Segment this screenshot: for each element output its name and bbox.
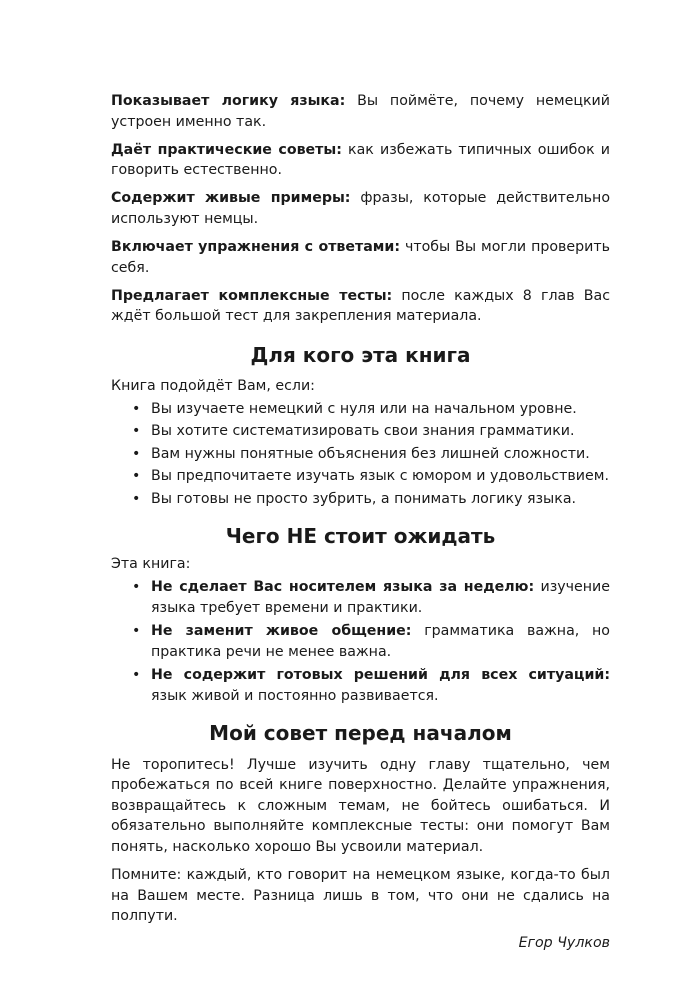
bullet-icon: •	[132, 667, 141, 684]
feature-term: Включает упражнения с ответами:	[111, 239, 401, 256]
expectations-list	[111, 577, 610, 707]
author-signature: Егор Чулков	[518, 934, 610, 951]
feature-description: Вы поймёте, почему немецкий устроен именно так.	[111, 93, 610, 130]
list-item-term: Не заменит живое общение:	[151, 623, 412, 640]
feature-term: Даёт практические советы:	[111, 141, 342, 158]
feature-paragraph	[111, 140, 610, 181]
feature-paragraph	[111, 237, 610, 278]
bullet-icon: •	[132, 579, 141, 596]
bullet-icon: •	[132, 400, 141, 417]
list-item	[111, 421, 610, 442]
list-item-text: изучение языка требует времени и практики.	[151, 579, 610, 616]
list-item	[111, 444, 610, 465]
advice-paragraph: Не торопитесь! Лучше изучить одну главу тщательно, чем пробежаться по всей книге поверхностно. Делайте упражнения, возвращайтесь к сложным темам, не бойтесь ошибаться. И обязательно выполняйте комплексные тесты: они помогут Вам понять, насколько хорошо Вы усвоили материал.	[111, 756, 610, 856]
audience-heading: Для кого эта книга	[250, 342, 471, 367]
audience-list	[111, 399, 610, 510]
list-item	[111, 489, 610, 510]
list-item-term: Не содержит готовых решений для всех ситуаций:	[151, 667, 610, 684]
expectations-intro: Эта книга:	[111, 555, 191, 572]
feature-description: чтобы Вы могли проверить себя.	[111, 239, 610, 276]
feature-term: Показывает логику языка:	[111, 93, 346, 109]
bullet-icon: •	[132, 490, 141, 507]
list-item-text: Вы предпочитаете изучать язык с юмором и удовольствием.	[151, 468, 609, 485]
feature-term: Предлагает комплексные тесты:	[111, 287, 393, 304]
feature-description: фразы, которые действительно используют немцы.	[111, 190, 610, 227]
list-item	[111, 577, 610, 618]
list-item-text: Вы готовы не просто зубрить, а понимать логику языка.	[151, 490, 577, 507]
list-item-text: Вы хотите систематизировать свои знания грамматики.	[151, 423, 575, 440]
feature-paragraph	[111, 91, 610, 132]
expectations-heading: Чего НЕ стоит ожидать	[225, 523, 496, 548]
list-item-text: Вам нужны понятные объяснения без лишней сложности.	[151, 445, 590, 462]
list-item-text: грамматика важна, но практика речи не менее важна.	[151, 623, 610, 660]
feature-term: Содержит живые примеры:	[111, 190, 351, 207]
bullet-icon: •	[132, 623, 141, 640]
feature-description: после каждых 8 глав Вас ждёт большой тест для закрепления материала.	[111, 287, 610, 325]
bullet-icon: •	[132, 445, 141, 462]
advice-heading: Мой совет перед началом	[209, 720, 512, 745]
audience-intro: Книга подойдёт Вам, если:	[111, 377, 315, 394]
advice-paragraph: Помните: каждый, кто говорит на немецком языке, когда-то был на Вашем месте. Разница лишь в том, что они не сдались на полпути.	[111, 867, 610, 925]
feature-paragraph	[111, 188, 610, 229]
feature-paragraph	[111, 286, 610, 327]
bullet-icon: •	[132, 423, 141, 440]
bullet-icon: •	[132, 468, 141, 485]
list-item-term: Не сделает Вас носителем языка за неделю:	[151, 579, 535, 596]
list-item	[111, 665, 610, 706]
list-item-text: Вы изучаете немецкий с нуля или на начальном уровне.	[151, 400, 577, 417]
list-item-text: язык живой и постоянно развивается.	[151, 688, 439, 705]
list-item	[111, 466, 610, 487]
feature-description: как избежать типичных ошибок и говорить естественно.	[111, 141, 610, 179]
list-item	[111, 399, 610, 420]
list-item	[111, 621, 610, 662]
